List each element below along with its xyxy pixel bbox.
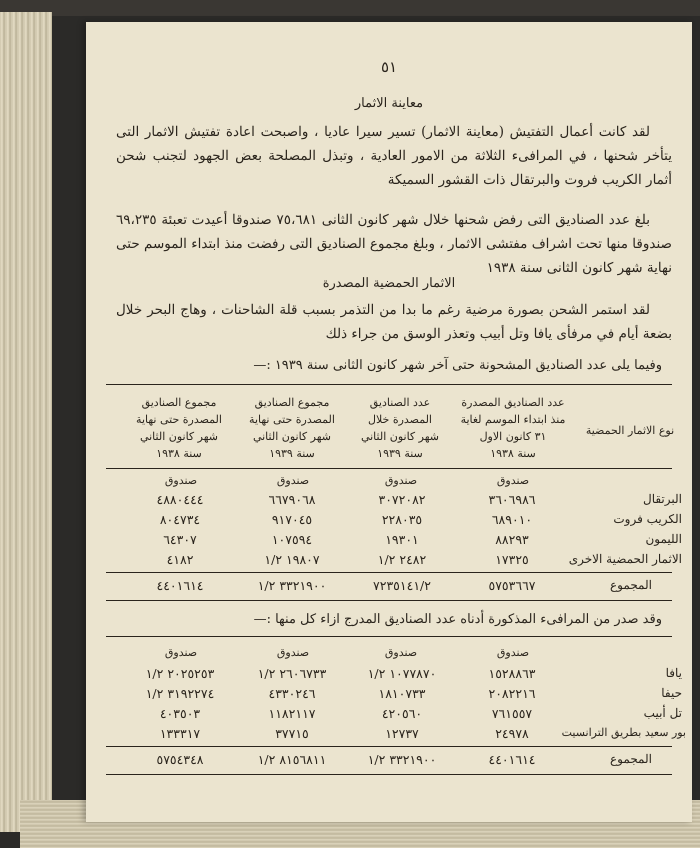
table1-cell: ١٠٧٥٩٤ [271, 532, 313, 547]
table1-total-rule [106, 572, 672, 573]
table1-cell: ١٩٨٠٧ ١/٢ [264, 552, 320, 567]
rejected-boxes-paragraph [116, 208, 672, 280]
table2-total-cell: ٥٧٥٤٣٤٨ [156, 752, 204, 767]
table1-bottom-rule [106, 600, 672, 601]
scan-background [0, 0, 700, 16]
table1-top-rule [106, 384, 672, 385]
table2-cell: ٢٦٠٦٧٣٣ ١/٢ [257, 666, 327, 681]
table1-total-label: المجموع [610, 578, 652, 592]
table1-header-col1-line2: منذ ابتداء الموسم لغاية [460, 413, 566, 426]
table1-header-col4-line2: المصدرة حتى نهاية [136, 413, 222, 426]
shipping-paragraph-text: لقد استمر الشحن بصورة مرضية رغم ما بدا من التذمر بسبب قلة الشاحنات ، وهاج البحر خلال بضعة أيام في مرفأى يافا وتل أبيب وتعذر الوسق من جراء ذلك [116, 302, 672, 342]
table2-cell: ٤٣٣٠٢٤٦ [268, 686, 316, 701]
inspection-paragraph [116, 120, 672, 192]
table2-total-cell: ٤٤٠١٦١٤ [488, 752, 536, 767]
table1-header-col2-line1: عدد الصناديق [369, 396, 431, 409]
table1-unit-col4: صندوق [164, 474, 198, 487]
table1-header-col2 [346, 394, 454, 462]
table2-unit-col4: صندوق [164, 646, 198, 659]
table2-cell: ٢٠٨٢٢١٦ [488, 686, 536, 701]
table2-intro: وقد صدر من المرافىء المذكورة أدناه عدد الصناديق المدرج ازاء كل منها :— [253, 612, 662, 627]
table2-row-label: بور سعيد بطريق الترانسيت [561, 726, 686, 739]
document-page [86, 22, 692, 822]
table1-header-col2-line4: سنة ١٩٣٩ [377, 447, 423, 460]
rejected-boxes-paragraph-text: بلغ عدد الصناديق التى رفض شحنها خلال شهر كانون الثانى ٧٥،٦٨١ صندوقا أعيدت تعبئة ٦٩،٢٣٥ صندوقا منها تحت اشراف مفتشى الاثمار ، وبلغ مجموع الصناديق التى رفضت منذ ابتداء الموسم حتى نهاية شهر كانون الثانى سنة ١٩٣٨ [116, 212, 672, 276]
page-content [86, 22, 692, 822]
table1-cell: ٨٨٢٩٣ [495, 532, 529, 547]
table1-header-col1-line3: ٣١ كانون الاول [479, 430, 547, 443]
table1-unit-col2: صندوق [384, 474, 418, 487]
table1-header-col4 [120, 394, 238, 462]
table1-header-type: نوع الاثمار الحمضية [585, 424, 675, 437]
table2-row-label: تل أبيب [643, 706, 682, 720]
table2-cell: ٤٠٣٥٠٣ [159, 706, 201, 721]
table1-header-col1-line1: عدد الصناديق المصدرة [461, 396, 565, 409]
table1-total-cell: ٣٣٢١٩٠٠ ١/٢ [257, 578, 327, 593]
section-title-inspection: معاينة الاثمار [354, 96, 424, 111]
table1-header-col4-line4: سنة ١٩٣٨ [156, 447, 202, 460]
table1-header-col3 [238, 394, 346, 462]
table2-cell: ٢٠٢٥٢٥٣ ١/٢ [145, 666, 215, 681]
table1-row-label: البرتقال [642, 492, 682, 506]
table2-bottom-rule [106, 774, 672, 775]
table2-unit-col1: صندوق [496, 646, 530, 659]
table1-cell: ١٩٣٠١ [385, 532, 419, 547]
table2-cell: ١٣٣٣١٧ [159, 726, 201, 741]
table1-cell: ٦٦٧٩٠٦٨ [268, 492, 316, 507]
table1-cell: ١٧٣٢٥ [495, 552, 529, 567]
table2-total-rule [106, 746, 672, 747]
table1-unit-col1: صندوق [496, 474, 530, 487]
table2-top-rule [106, 636, 672, 637]
section-title-exported: الاثمار الحمضية المصدرة [322, 276, 456, 291]
table2-unit-col3: صندوق [276, 646, 310, 659]
table2-cell: ١٢٧٣٧ [385, 726, 419, 741]
table2-cell: ٢٤٩٧٨ [495, 726, 529, 741]
table2-total-cell: ٣٣٢١٩٠٠ ١/٢ [367, 752, 437, 767]
table1-header-col3-line1: مجموع الصناديق [254, 396, 330, 409]
table1-total-cell: ٥٧٥٣٦٦٧ [488, 578, 536, 593]
table2-cell: ٧٦١٥٥٧ [491, 706, 533, 721]
table1-total-cell: ٧٢٣٥١٤١/٢ [373, 578, 431, 593]
table1-header-col3-line2: المصدرة حتى نهاية [249, 413, 335, 426]
table2-cell: ١١٨٢١١٧ [268, 706, 316, 721]
table1-header-col2-line3: شهر كانون الثاني [360, 430, 440, 443]
table2-cell: ٣١٩٢٢٧٤ ١/٢ [145, 686, 215, 701]
table2-cell: ١٥٢٨٨٦٣ [488, 666, 536, 681]
table1-unit-col3: صندوق [276, 474, 310, 487]
table1-header-col4-line1: مجموع الصناديق [141, 396, 217, 409]
table2-cell: ١٨١٠٧٣٣ [378, 686, 426, 701]
table1-total-cell: ٤٤٠١٦١٤ [156, 578, 204, 593]
table2-cell: ٣٧٧١٥ [275, 726, 309, 741]
table1-row-label: الكريب فروت [613, 512, 682, 526]
table1-header-col1 [454, 394, 572, 462]
book-page-edges [0, 12, 52, 832]
table1-header-col1-line4: سنة ١٩٣٨ [490, 447, 536, 460]
table1-cell: ٦٤٣٠٧ [163, 532, 197, 547]
table1-cell: ٢٢٨٠٣٥ [381, 512, 423, 527]
table1-header-col3-line3: شهر كانون الثاني [252, 430, 332, 443]
table1-row-label: الليمون [645, 532, 682, 546]
table2-total-label: المجموع [610, 752, 652, 766]
page-number: ٥١ [380, 58, 398, 76]
table1-cell: ٤٨٨٠٤٤٤ [156, 492, 204, 507]
table1-cell: ٩١٧٠٤٥ [271, 512, 313, 527]
table1-header-col4-line3: شهر كانون الثاني [139, 430, 219, 443]
table2-total-cell: ٨١٥٦٨١١ ١/٢ [257, 752, 327, 767]
table2-row-label: يافا [665, 666, 682, 680]
table1-cell: ٨٠٤٧٣٤ [159, 512, 201, 527]
table1-cell: ٣٠٧٢٠٨٢ [378, 492, 426, 507]
table2-unit-col2: صندوق [384, 646, 418, 659]
table1-cell: ٢٤٨٢ ١/٢ [377, 552, 427, 567]
table2-row-label: حيفا [661, 686, 682, 700]
table1-row-label: الاثمار الحمضية الاخرى [568, 552, 682, 566]
table1-intro: وفيما يلى عدد الصناديق المشحونة حتى آخر شهر كانون الثانى سنة ١٩٣٩ :— [253, 358, 662, 373]
table1-cell: ٤١٨٢ [166, 552, 194, 567]
table1-header-col2-line2: المصدرة خلال [367, 413, 432, 426]
shipping-paragraph [116, 298, 672, 346]
inspection-paragraph-text: لقد كانت أعمال التفتيش (معاينة الاثمار) تسير سيرا عاديا ، واصبحت اعادة تفتيش الاثمار التى يتأخر شحنها ، في المرافىء الثلاثة من الامور العادية ، وتبذل المصلحة بعض الجهود لتجنب شحن أثمار الكريب فروت والبرتقال ذات القشور السميكة [116, 124, 672, 188]
table1-cell: ٣٦٠٦٩٨٦ [488, 492, 536, 507]
table2-cell: ٤٢٠٥٦٠ [381, 706, 423, 721]
table1-header-rule [106, 468, 672, 469]
table2-cell: ١٠٧٧٨٧٠ ١/٢ [367, 666, 437, 681]
table1-cell: ٦٨٩٠١٠ [491, 512, 533, 527]
table1-header-col3-line4: سنة ١٩٣٩ [269, 447, 315, 460]
